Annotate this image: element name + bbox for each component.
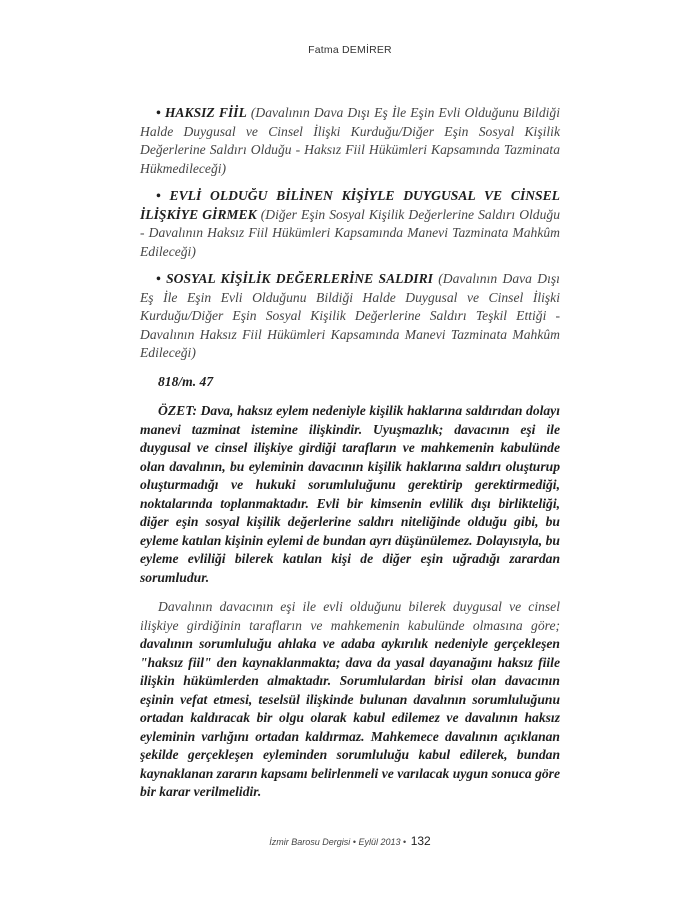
page-content — [140, 104, 560, 802]
decision-text-normal: Davalının davacının eşi ile evli olduğunu bilerek duygusal ve cinsel ilişkiye girdiğinin tarafların ve mahkemenin kabulünde olmasına göre; — [140, 599, 560, 633]
decision-text-bold: davalının sorumluluğu ahlaka ve adaba aykırılık nedeniyle gerçekleşen "haksız fiil" den kaynaklanmakta; dava da yasal dayanağını haksız fiile ilişkin hükümlerden almaktadır. Sorumlulardan birisi olan davacının eşinin vefat etmesi, teselsül ilişkinde bulunan davalının sorumluluğunu ortadan kaldıracak bir olgu olarak kabul edilemez ve davalının haksız eyleminin varlığını ortadan kaldırmaz. Mahkemece davalının açıklanan şekilde gerçekleşen eyleminden sorumluluğu kabul edilerek, bundan kaynaklanan zararın kapsamı belirlenmeli ve varılacak uygun sonuca göre bir karar verilmelidir. — [140, 636, 560, 799]
author-name: Fatma DEMİRER — [308, 44, 392, 56]
keyword-term: HAKSIZ FİİL — [164, 105, 247, 120]
keyword-bullet: • — [156, 105, 161, 120]
law-reference: 818/m. 47 — [158, 373, 214, 389]
page-footer — [0, 834, 700, 848]
summary-paragraph: ÖZET: Dava, haksız eylem nedeniyle kişilik haklarına saldırıdan dolayı manevi tazminat istemine ilişkindir. Uyuşmazlık; davacının eşi ile duygusal ve cinsel ilişkiye girdiği tarafların ve mahkemenin kabulünde olan davalının, bu eyleminin davacının kişilik haklarına saldırı oluşturup oluşturmadığı ve hukuki sorumluluğunu gerektirip gerektirmediği, noktalarında toplanmaktadır. Evli bir kimsenin evlilik dışı birlikteliği, diğer eşin sosyal kişilik değerlerine saldırı niteliğinde olduğu gibi, bu eyleme katılan kişinin eylemi de bundan ayrı düşünülemez. Dolayısıyla, bu eyleme evliliği bilerek katılan kişi de diğer eşin uğradığı zarardan sorumludur. — [140, 403, 560, 585]
keyword-entry — [140, 104, 560, 178]
keyword-description: (Diğer Eşin Sosyal Kişilik Değerlerine Saldırı Olduğu - Davalının Haksız Fiil Hükümleri Kapsamında Manevi Tazminata Mahkûm Edileceği) — [140, 206, 560, 259]
running-header — [0, 44, 700, 56]
footer-separator: • — [352, 837, 356, 847]
journal-name: İzmir Barosu Dergisi — [269, 837, 351, 847]
keyword-description: (Davalının Dava Dışı Eş İle Eşin Evli Olduğunu Bildiği Halde Duygusal ve Cinsel İlişki Kurduğu/Diğer Eşin Sosyal Kişilik Değerlerine Saldırı Olduğu - Haksız Fiil Hükümleri Kapsamında Tazminata Hükmedileceği) — [140, 105, 560, 176]
keyword-entry — [140, 270, 560, 363]
page-number: 132 — [410, 834, 431, 848]
keyword-description: (Davalının Dava Dışı Eş İle Eşin Evli Olduğunu Bildiği Halde Duygusal ve Cinsel İlişki Kurduğu/Diğer Eşin Sosyal Kişilik Değerlerine Saldırı Teşkil Ettiği - Davalının Haksız Fiil Hükümleri Kapsamında Manevi Tazminata Mahkûm Edileceği) — [140, 271, 560, 360]
keyword-entry — [140, 187, 560, 261]
keyword-bullet: • — [156, 271, 161, 286]
keyword-bullet: • — [156, 188, 161, 203]
keyword-term: EVLİ OLDUĞU BİLİNEN KİŞİYLE DUYGUSAL VE CİNSEL İLİŞKİYE GİRMEK — [140, 188, 560, 222]
issue-date: Eylül 2013 — [358, 837, 401, 847]
footer-separator: • — [403, 837, 407, 847]
decision-paragraph — [140, 598, 560, 802]
keyword-term: SOSYAL KİŞİLİK DEĞERLERİNE SALDIRI — [166, 271, 433, 286]
